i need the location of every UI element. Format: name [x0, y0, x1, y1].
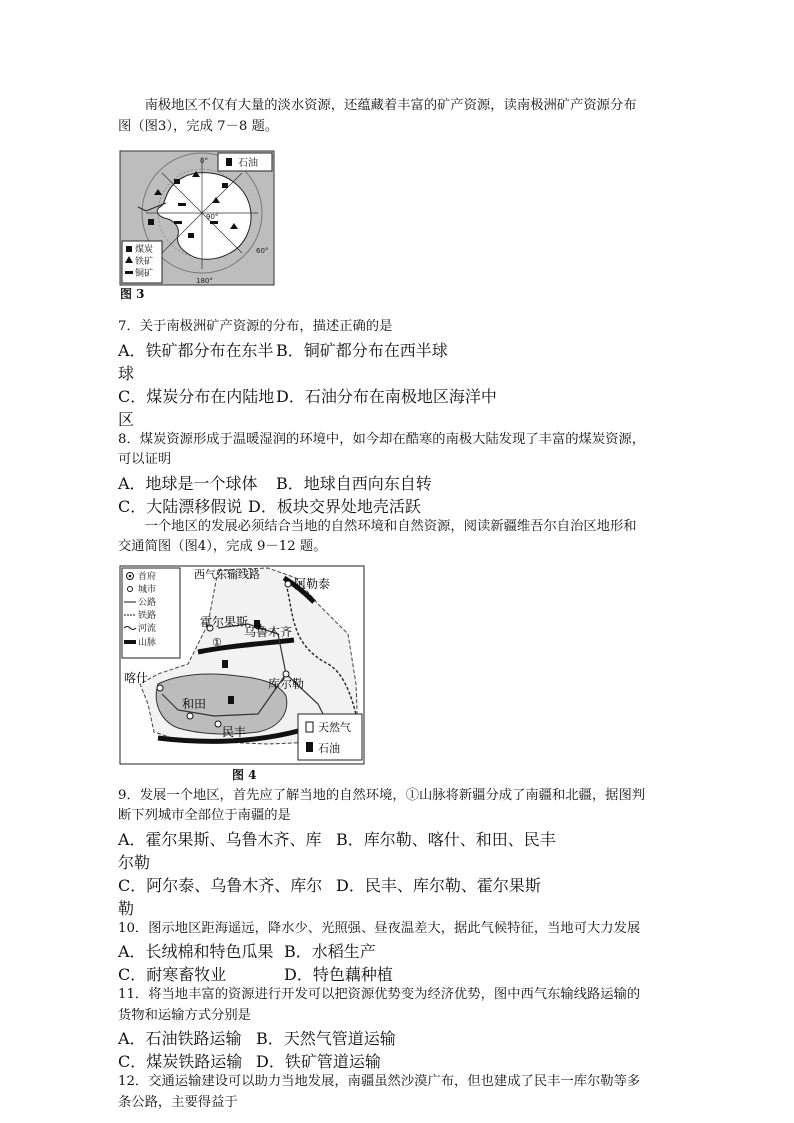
q8-stem-line1: 8．煤炭资源形成于温暖湿润的环境中，如今却在酷寒的南极大陆发现了丰富的煤炭资源，	[118, 431, 646, 447]
q11-option-d: D．铁矿管道运输	[256, 1052, 381, 1071]
legend-gas: 天然气	[318, 720, 351, 734]
lon-180-label: 180°	[196, 277, 213, 285]
copper-marker	[210, 221, 218, 224]
q9-stem-line2: 断下列城市全部位于南疆的是	[118, 808, 291, 823]
figure-4-xinjiang-map	[118, 564, 368, 786]
q9-option-c: C．阿尔泰、乌鲁木齐、库尔勒	[118, 875, 323, 918]
legend-highway: 公路	[138, 597, 157, 608]
q7-option-b: B．铜矿都分布在西半球	[276, 340, 448, 360]
figure-3-caption: 图 3	[120, 287, 145, 301]
iron-legend-label: 铁矿	[135, 257, 154, 267]
q7-stem: 7．关于南极洲矿产资源的分布，描述正确的是	[118, 319, 393, 334]
q10-option-a: A．长绒棉和特色瓜果	[118, 942, 274, 961]
q7-option-c: C．煤炭分布在内陆地区	[118, 386, 275, 429]
q8-option-b: B．地球自西向东自转	[276, 473, 432, 493]
korla-label: 库尔勒	[268, 676, 305, 691]
q9-option-d: D．民丰、库尔勒、霍尔果斯	[336, 875, 541, 895]
q9-stem-line1: 9．发展一个地区，首先应了解当地的自然环境，①山脉将新疆分成了南疆和北疆，据图判	[118, 787, 646, 803]
q10-option-b: B．水稻生产	[284, 942, 376, 961]
lon-0-label: 0°	[200, 157, 208, 165]
minfeng-label: 民丰	[222, 724, 247, 739]
coal-legend-label: 煤炭	[135, 245, 154, 255]
q11-stem-line1: 11．将当地丰富的资源进行开发可以把资源优势变为经济优势，图中西气东输线路运输的	[118, 987, 641, 1002]
q11-option-a: A．石油铁路运输	[118, 1029, 242, 1048]
legend-city: 城市	[138, 584, 157, 595]
figure-4-caption: 图 4	[232, 767, 257, 782]
q8-stem-line2: 可以证明	[118, 452, 172, 467]
q8-option-d: D．板块交界处地壳活跃	[248, 496, 421, 516]
copper-marker	[178, 203, 186, 206]
q11-option-b: B．天然气管道运输	[256, 1029, 396, 1048]
legend-railway: 铁路	[138, 610, 157, 621]
coal-marker	[188, 233, 194, 238]
q12-stem-line2: 条公路，主要得益于	[118, 1094, 238, 1110]
minfeng-marker	[215, 721, 221, 727]
oil-marker	[148, 219, 154, 225]
coal-marker	[222, 183, 228, 188]
q10-stem: 10．图示地区距海遥远，降水少、光照强、昼夜温差大，据此气候特征，当地可大力发展	[118, 920, 641, 936]
q11-stem-line2: 货物和运输方式分别是	[118, 1007, 251, 1023]
intro-7-8-line2: 图（图3），完成 7－8 题。	[118, 118, 279, 134]
oil-marker	[222, 660, 228, 668]
altay-marker	[285, 581, 291, 587]
mountain-1-marker-label: ①	[212, 635, 222, 649]
intro-9-12-line1: 一个地区的发展必须结合当地的自然环境和自然资源，阅读新疆维吾尔自治区地形和	[144, 518, 637, 534]
hotan-marker	[187, 713, 193, 719]
urumqi-label: 乌鲁木齐	[244, 624, 293, 639]
xinjiang-map-svg	[118, 564, 366, 766]
intro-9-12-line2: 交通简图（图4），完成 9－12 题。	[118, 539, 327, 554]
khorgas-label: 霍尔果斯	[200, 614, 249, 629]
q10-option-c: C．耐寒畜牧业	[118, 965, 227, 984]
q7-option-d: D．石油分布在南极地区海洋中	[276, 386, 497, 406]
q10-option-d: D．特色藕种植	[284, 965, 393, 984]
antarctica-map-svg	[118, 149, 276, 287]
coal-marker	[174, 179, 180, 184]
q8-option-a: A．地球是一个球体	[118, 473, 258, 493]
q8-option-c: C．大陆漂移假说	[118, 496, 243, 516]
legend-mountain: 山脉	[138, 637, 157, 648]
copper-legend-label: 铜矿	[135, 269, 154, 279]
lat-60-label: 60°	[256, 247, 269, 255]
oil-marker	[228, 696, 234, 704]
hotan-label: 和田	[182, 696, 207, 711]
q7-option-a: A．铁矿都分布在东半球	[118, 340, 274, 383]
q12-stem-line1: 12．交通运输建设可以助力当地发展，南疆虽然沙漠广布，但也建成了民丰一库尔勒等多	[118, 1074, 641, 1089]
oil-legend-label: 石油	[238, 158, 258, 169]
q9-option-b: B．库尔勒、喀什、和田、民丰	[336, 829, 556, 849]
oil-legend-icon	[226, 158, 232, 166]
copper-marker	[174, 221, 182, 224]
q9-option-a: A．霍尔果斯、乌鲁木齐、库尔勒	[118, 829, 322, 872]
pole-label: 90°	[206, 213, 219, 221]
legend-capital: 首府	[138, 571, 157, 582]
altay-label: 阿勒泰	[294, 576, 331, 591]
intro-7-8-line1: 南极地区不仅有大量的淡水资源，还蕴藏着丰富的矿产资源，读南极洲矿产资源分布	[144, 98, 637, 113]
legend-oil: 石油	[318, 741, 340, 755]
legend-river: 河流	[138, 623, 157, 634]
kashgar-label: 喀什	[124, 670, 149, 685]
figure-3-antarctica-map	[118, 149, 278, 299]
exam-page	[118, 96, 678, 1113]
pipeline-label: 西气东输线路	[194, 567, 260, 581]
kashgar-marker	[157, 685, 163, 691]
q11-option-c: C．煤炭铁路运输	[118, 1052, 243, 1071]
